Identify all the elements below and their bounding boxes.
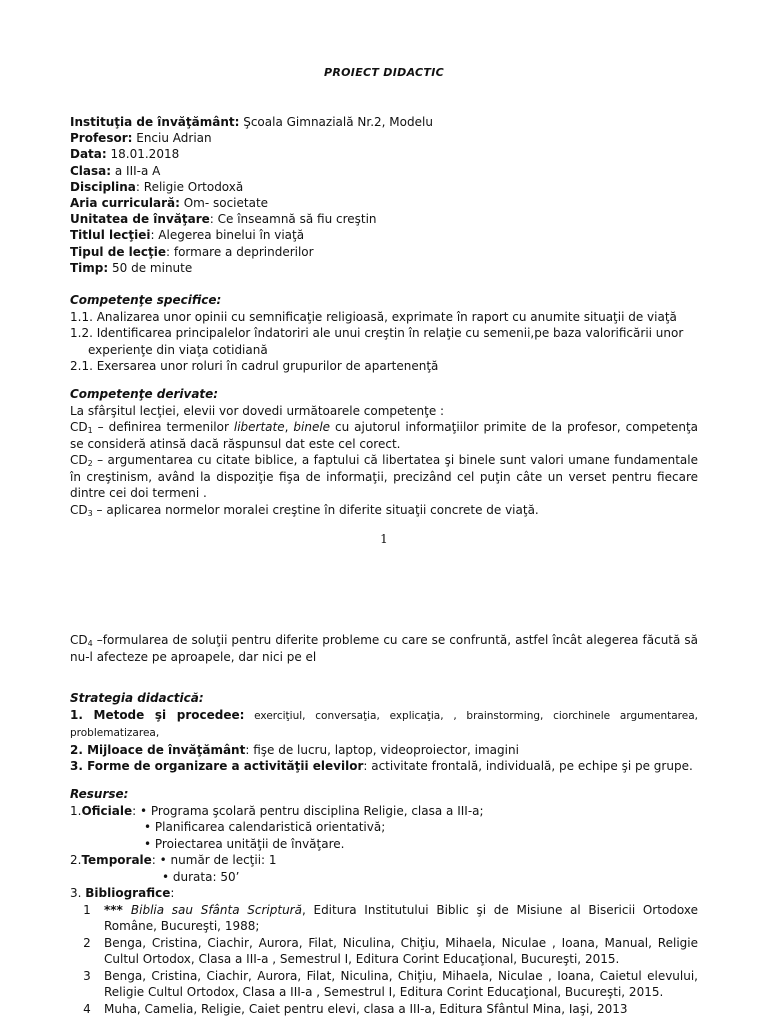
cd-text: – definirea termenilor	[92, 420, 234, 434]
info-label: Clasa:	[70, 163, 112, 178]
info-value: a III-a A	[111, 163, 161, 178]
info-value: : Alegerea binelui în viaţă	[150, 228, 305, 243]
competenta-cd4	[70, 632, 698, 665]
resurse-num: 1.	[70, 803, 82, 818]
resurse-item: • Proiectarea unităţii de învăţare.	[144, 836, 345, 851]
list-item: 1.1. Analizarea unor opinii cu semnificaţie religioasă, exprimate în raport cu anumite situaţii de viaţă	[70, 309, 677, 324]
strategia-text: : fişe de lucru, laptop, videoproiector, imagini	[245, 742, 519, 757]
resurse-bibliografice	[70, 885, 698, 902]
info-label: Aria curriculară:	[70, 195, 180, 210]
bib-title: Biblia sau Sfânta Scriptură	[130, 902, 302, 917]
cd-label: CD	[70, 453, 88, 467]
bib-number: 3	[83, 968, 91, 983]
cd-label: CD	[70, 420, 88, 434]
cd-index: 1	[87, 426, 93, 435]
list-item-continuation: experienţe din viaţa cotidiană	[88, 342, 268, 357]
competenta-cd3	[70, 502, 698, 519]
strategia-item	[70, 707, 698, 742]
strategia-label: 3. Forme de organizare a activităţii elevilor	[70, 759, 364, 773]
info-row	[70, 260, 433, 276]
section-heading: Strategia didactică:	[70, 691, 204, 705]
info-label: Unitatea de învăţare	[70, 212, 210, 227]
resurse-item: : • Programa şcolară pentru disciplina Religie, clasa a III-a;	[132, 803, 484, 818]
strategia-item	[70, 758, 698, 775]
bib-text: Benga, Cristina, Ciachir, Aurora, Filat, Niculina, Chiţiu, Mihaela, Niculae , Ioana, Manual, Religie Cultul Ortodox, Clasa a III-a , Semestrul I, Editura Corint Educaţional, Bucureşti, 2015.	[104, 935, 698, 966]
cd-text: – aplicarea normelor moralei creştine în diferite situaţii concrete de viaţă.	[92, 502, 539, 517]
cd-text: cu ajutorul informaţiilor primite de la profesor, competenţa se consideră atinsă dacă răspunsul dat este cel corect.	[70, 420, 699, 451]
info-row	[70, 195, 433, 211]
info-row	[70, 130, 433, 146]
info-row	[70, 179, 433, 195]
cd-index: 3	[87, 508, 93, 518]
info-value: 18.01.2018	[106, 147, 180, 162]
resurse-label: Temporale	[81, 853, 152, 867]
resurse-item: : • număr de lecţii: 1	[151, 853, 277, 867]
competenta-cd1	[70, 419, 698, 452]
resurse-oficiale	[70, 803, 698, 820]
cd-text: ,	[284, 420, 294, 434]
resurse-item: • Planificarea calendaristică orientativă;	[144, 820, 386, 834]
page-number: 1	[380, 532, 388, 546]
info-value: Şcoala Gimnazială Nr.2, Modelu	[239, 115, 433, 129]
bib-number: 2	[83, 935, 91, 950]
info-label: Tipul de lecţie	[70, 244, 166, 259]
cd-index: 2	[87, 459, 93, 468]
list-item: 1.2. Identificarea principalelor îndatoriri ale unui creştin în relaţie cu semenii,pe baza valorificării unor	[70, 326, 684, 340]
info-label: Profesor:	[70, 131, 133, 146]
resurse-num: 3.	[70, 886, 86, 900]
resurse-num: 2.	[70, 853, 82, 867]
bib-text: Benga, Cristina, Ciachir, Aurora, Filat, Niculina, Chiţiu, Mihaela, Niculae , Ioana, Caietul elevului, Religie Cultul Ortodox, Clasa a III-a , Semestrul I, Editura Corint Educaţional, Bucureşti, 2015.	[104, 968, 698, 999]
strategia-text: exerciţiul, conversaţia, explicaţia, , brainstorming, ciorchinele argumentarea, problematizarea,	[70, 709, 698, 739]
info-label: Timp:	[70, 260, 109, 275]
info-label: Titlul lecţiei	[70, 228, 151, 243]
term-binele: binele	[293, 420, 331, 434]
info-label: Instituţia de învăţământ:	[70, 115, 240, 129]
strategia-didactica	[70, 690, 698, 775]
info-label: Disciplina	[70, 179, 136, 194]
bib-text	[104, 902, 698, 935]
strategia-label: 1. Metode şi procedee:	[70, 707, 245, 722]
term-libertate: libertate	[233, 420, 285, 434]
competente-derivate	[70, 386, 698, 518]
bib-entry	[70, 935, 698, 968]
info-value: : Religie Ortodoxă	[135, 179, 244, 194]
derivate-intro: La sfârşitul lecţiei, elevii vor dovedi următoarele competenţe :	[70, 403, 445, 418]
section-heading: Competenţe derivate:	[70, 387, 219, 401]
cd-label: CD	[70, 502, 88, 517]
bib-number: 1	[83, 902, 91, 917]
resurse-label: Oficiale	[81, 803, 133, 818]
resurse	[70, 786, 698, 1017]
bib-number: 4	[83, 1001, 91, 1016]
bib-publisher: , Editura Institutului Biblic şi de Misiune al Bisericii Ortodoxe Române, Bucureşti, 1988;	[104, 902, 698, 933]
bib-entry	[70, 902, 698, 935]
info-row	[70, 211, 433, 227]
info-value: : formare a deprinderilor	[165, 244, 314, 259]
resurse-temporale	[70, 852, 698, 869]
section-heading: Resurse:	[70, 787, 129, 801]
info-value: Enciu Adrian	[132, 131, 212, 146]
strategia-text: : activitate frontală, individuală, pe echipe şi pe grupe.	[363, 759, 693, 773]
resurse-colon: :	[170, 886, 175, 900]
info-value: 50 de minute	[108, 260, 193, 275]
info-label: Data:	[70, 147, 107, 162]
info-value: Om- societate	[179, 195, 269, 210]
info-row	[70, 114, 433, 130]
info-row	[70, 146, 433, 162]
competenta-cd2	[70, 452, 698, 502]
info-row	[70, 227, 433, 243]
bib-entry	[70, 968, 698, 1001]
bib-stars: ***	[104, 902, 131, 917]
bib-text: Muha, Camelia, Religie, Caiet pentru elevi, clasa a III-a, Editura Sfântul Mina, Iaşi, 2013	[104, 1001, 628, 1016]
cd-label: CD	[70, 633, 88, 647]
competente-specifice	[70, 292, 698, 375]
cd-text: –formularea de soluţii pentru diferite probleme cu care se confruntă, astfel încât alegerea făcută să nu-l afecteze pe aproapele, dar nici pe el	[70, 633, 698, 664]
info-row	[70, 163, 433, 179]
resurse-label: Bibliografice	[85, 886, 171, 900]
list-item: 2.1. Exersarea unor roluri în cadrul grupurilor de apartenenţă	[70, 359, 439, 373]
section-heading: Competenţe specifice:	[70, 293, 222, 307]
lesson-info	[70, 114, 433, 276]
cd-text: – argumentarea cu citate biblice, a faptului că libertatea şi binele sunt valori umane fundamentale în creştinism, având la dispoziţie fişa de informaţii, precizând cel puţin câte un verset pentru fiecare dintre cei doi termeni .	[70, 453, 698, 500]
info-row	[70, 244, 433, 260]
bib-entry	[70, 1001, 698, 1018]
info-value: : Ce înseamnă să fiu creştin	[209, 212, 377, 227]
strategia-label: 2. Mijloace de învăţământ	[70, 742, 246, 757]
document-title: PROIECT DIDACTIC	[324, 66, 444, 79]
cd-index: 4	[87, 639, 93, 648]
resurse-item: • durata: 50’	[162, 869, 240, 884]
strategia-item	[70, 742, 698, 759]
